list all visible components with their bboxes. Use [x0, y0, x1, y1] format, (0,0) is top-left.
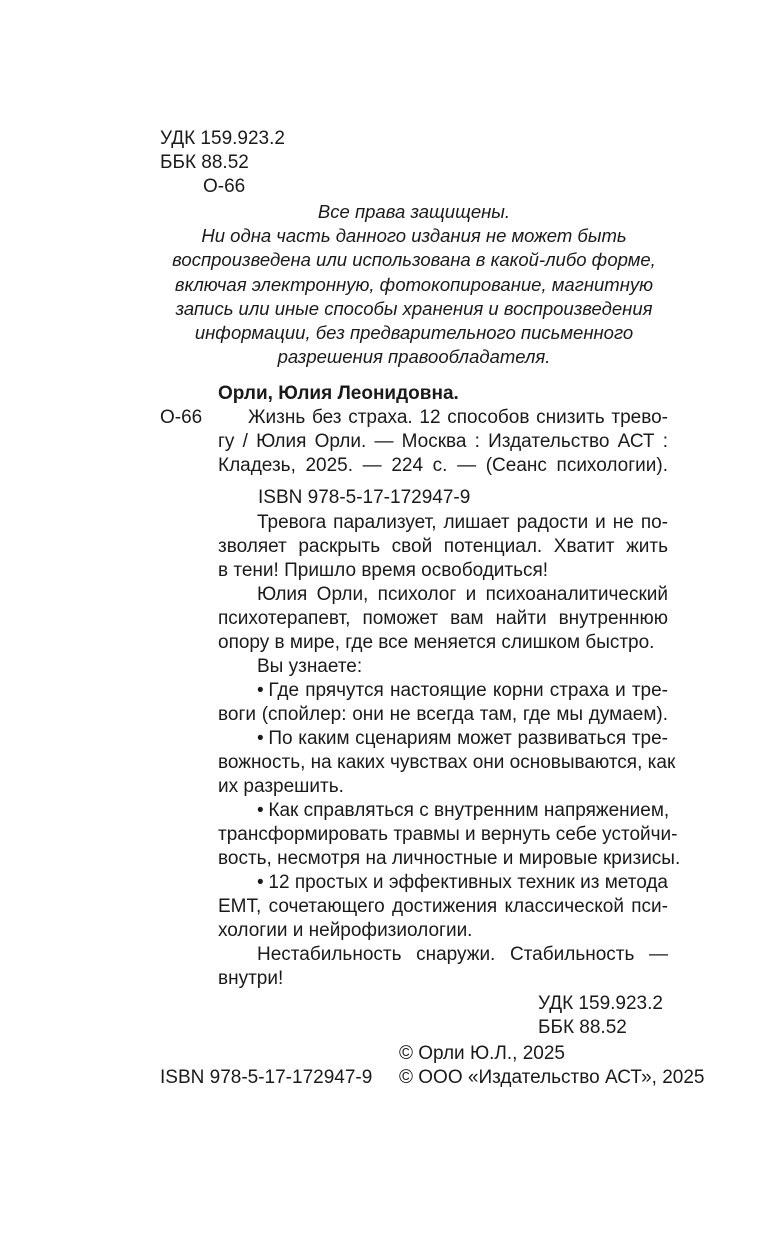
bullet-icon: • — [257, 680, 264, 701]
udk-code-top: УДК 159.923.2 — [160, 128, 285, 149]
bullet-item-line: их разрешить. — [218, 776, 344, 797]
bullet-item-line: • Где прячутся настоящие корни страха и тре- — [257, 680, 668, 701]
isbn-bottom: ISBN 978-5-17-172947-9 — [160, 1067, 373, 1088]
udk-code-bottom: УДК 159.923.2 — [538, 993, 663, 1014]
bullet-icon: • — [257, 800, 264, 821]
bullet-item-line: вость, несмотря на личностные и мировые кризисы. — [218, 848, 681, 869]
rights-line: запись или иные способы хранения и воспроизведения — [175, 297, 653, 319]
catalog-description-line: Жизнь без страха. 12 способов снизить трево- — [248, 407, 668, 428]
bullet-item-line: трансформировать травмы и вернуть себе устойчи- — [218, 824, 678, 845]
learn-intro: Вы узнаете: — [257, 656, 363, 677]
catalog-description-line: гу / Юлия Орли. — Москва : Издательство АСТ : — [218, 431, 668, 452]
closing-line: Нестабильность снаружи. Стабильность — — [257, 944, 668, 965]
bullet-item-line: вожность, на каких чувствах они основываются, как — [218, 752, 676, 773]
catalog-description-line: Кладезь, 2025. — 224 с. — (Сеанс психологии). — [218, 455, 668, 476]
rights-line: разрешения правообладателя. — [277, 346, 551, 368]
rights-line: Ни одна часть данного издания не может быть — [201, 225, 627, 247]
rights-line: Все права защищены. — [317, 201, 511, 222]
author-mark-top: О-66 — [203, 176, 246, 197]
annotation-line: зволяет раскрыть свой потенциал. Хватит жить — [218, 536, 668, 557]
bullet-icon: • — [257, 728, 264, 749]
bullet-item-line: • 12 простых и эффективных техник из метода — [257, 872, 668, 893]
rights-line: воспроизведена или использована в какой-либо форме, — [172, 249, 656, 271]
annotation-line: Тревога парализует, лишает радости и не по- — [257, 512, 668, 533]
bullet-icon: • — [257, 872, 264, 893]
rights-line: включая электронную, фотокопирование, магнитную — [174, 273, 654, 295]
bullet-item-line: хологии и нейрофизиологии. — [218, 920, 473, 941]
rights-notice — [158, 200, 670, 369]
bullet-item-line: воги (спойлер: они не всегда там, где мы думаем). — [218, 704, 668, 725]
catalog-author-mark: О-66 — [160, 407, 203, 428]
bbk-code-top: ББК 88.52 — [160, 152, 249, 173]
rights-line: информации, без предварительного письменного — [194, 322, 634, 344]
annotation-line: в тени! Пришло время освободиться! — [218, 560, 549, 581]
annotation-line: Юлия Орли, психолог и психоаналитический — [257, 584, 668, 605]
bullet-item-line: ЕМТ, сочетающего достижения классической пси- — [218, 896, 668, 917]
copyright-author: © Орли Ю.Л., 2025 — [399, 1043, 565, 1064]
closing-line: внутри! — [218, 968, 284, 989]
bbk-code-bottom: ББК 88.52 — [538, 1017, 627, 1038]
copyright-publisher: © ООО «Издательство АСТ», 2025 — [399, 1067, 705, 1088]
annotation-line: психотерапевт, поможет вам найти внутреннюю — [218, 608, 668, 629]
bullet-item-line: • Как справляться с внутренним напряжением, — [257, 800, 670, 821]
bullet-item-line: • По каким сценариям может развиваться тре- — [257, 728, 668, 749]
annotation-line: опору в мире, где все меняется слишком быстро. — [218, 632, 655, 653]
catalog-isbn: ISBN 978-5-17-172947-9 — [258, 487, 471, 508]
catalog-author: Орли, Юлия Леонидовна. — [218, 383, 459, 404]
